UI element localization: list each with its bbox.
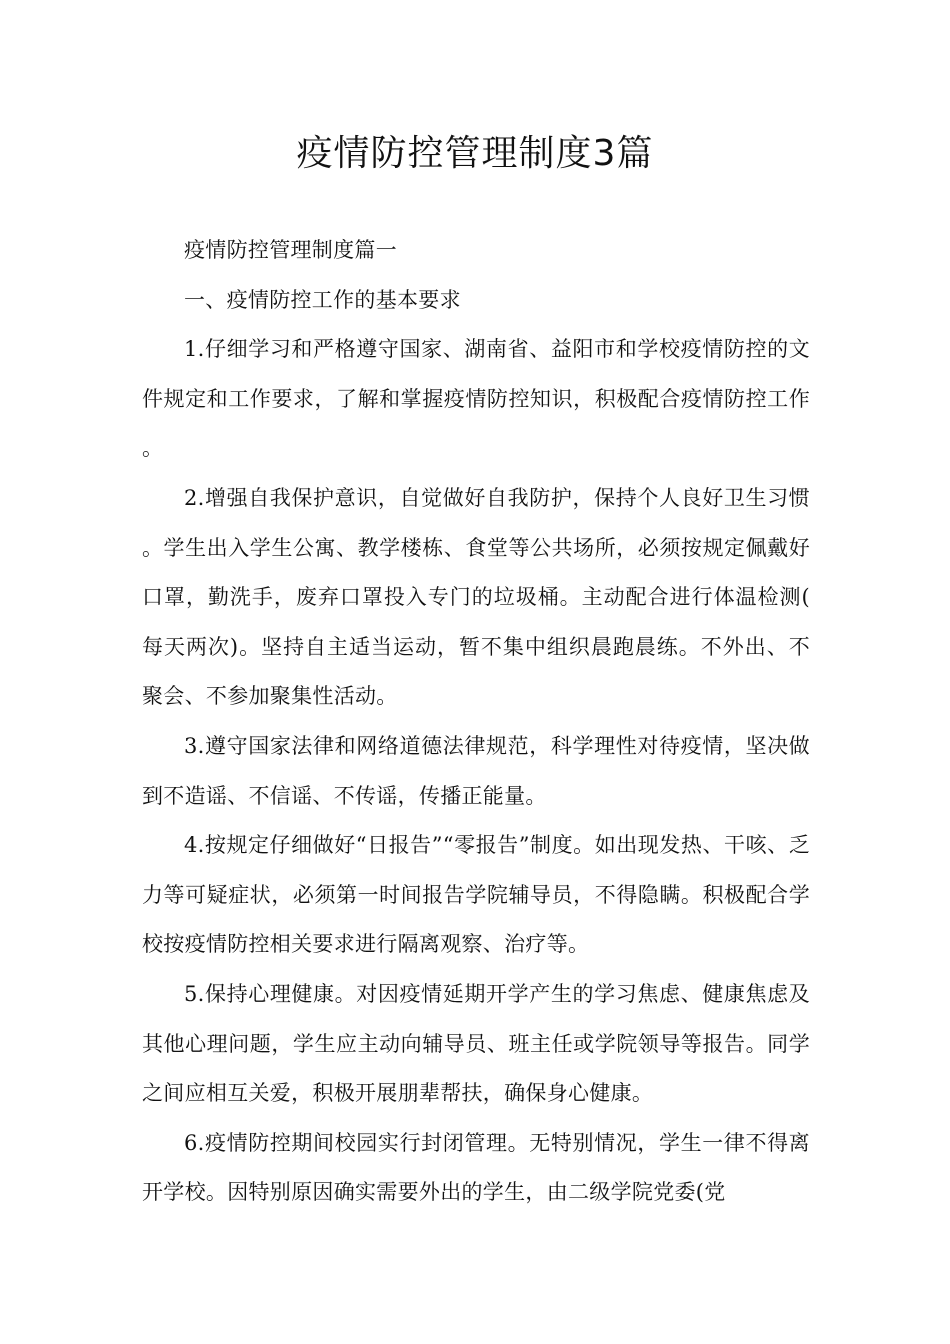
paragraph-item-4: 4.按规定仔细做好“日报告”“零报告”制度。如出现发热、干咳、乏力等可疑症状，必须第一时间报告学院辅导员，不得隐瞒。积极配合学校按疫情防控相关要求进行隔离观察、治疗等。 <box>142 833 810 957</box>
section-heading: 疫情防控管理制度篇一 <box>184 238 397 262</box>
paragraph-item-2: 2.增强自我保护意识，自觉做好自我防护，保持个人良好卫生习惯。学生出入学生公寓、教学楼栋、食堂等公共场所，必须按规定佩戴好口罩，勤洗手，废弃口罩投入专门的垃圾桶。主动配合进行体温检测(每天两次)。坚持自主适当运动，暂不集中组织晨跑晨练。不外出、不聚会、不参加聚集性活动。 <box>142 485 810 709</box>
paragraph-item-3: 3.遵守国家法律和网络道德法律规范，科学理性对待疫情，坚决做到不造谣、不信谣、不传谣，传播正能量。 <box>142 733 810 808</box>
document-title: 疫情防控管理制度3篇 <box>296 133 654 174</box>
paragraph-item-6: 6.疫情防控期间校园实行封闭管理。无特别情况，学生一律不得离开学校。因特别原因确实需要外出的学生，由二级学院党委(党 <box>142 1130 810 1205</box>
paragraph-item-1: 1.仔细学习和严格遵守国家、湖南省、益阳市和学校疫情防控的文件规定和工作要求，了解和掌握疫情防控知识，积极配合疫情防控工作。 <box>142 337 810 461</box>
paragraph-item-5: 5.保持心理健康。对因疫情延期开学产生的学习焦虑、健康焦虑及其他心理问题，学生应主动向辅导员、班主任或学院领导等报告。同学之间应相互关爱，积极开展朋辈帮扶，确保身心健康。 <box>142 981 810 1106</box>
document-body <box>142 226 810 1218</box>
subsection-heading: 一、疫情防控工作的基本要求 <box>184 287 461 312</box>
